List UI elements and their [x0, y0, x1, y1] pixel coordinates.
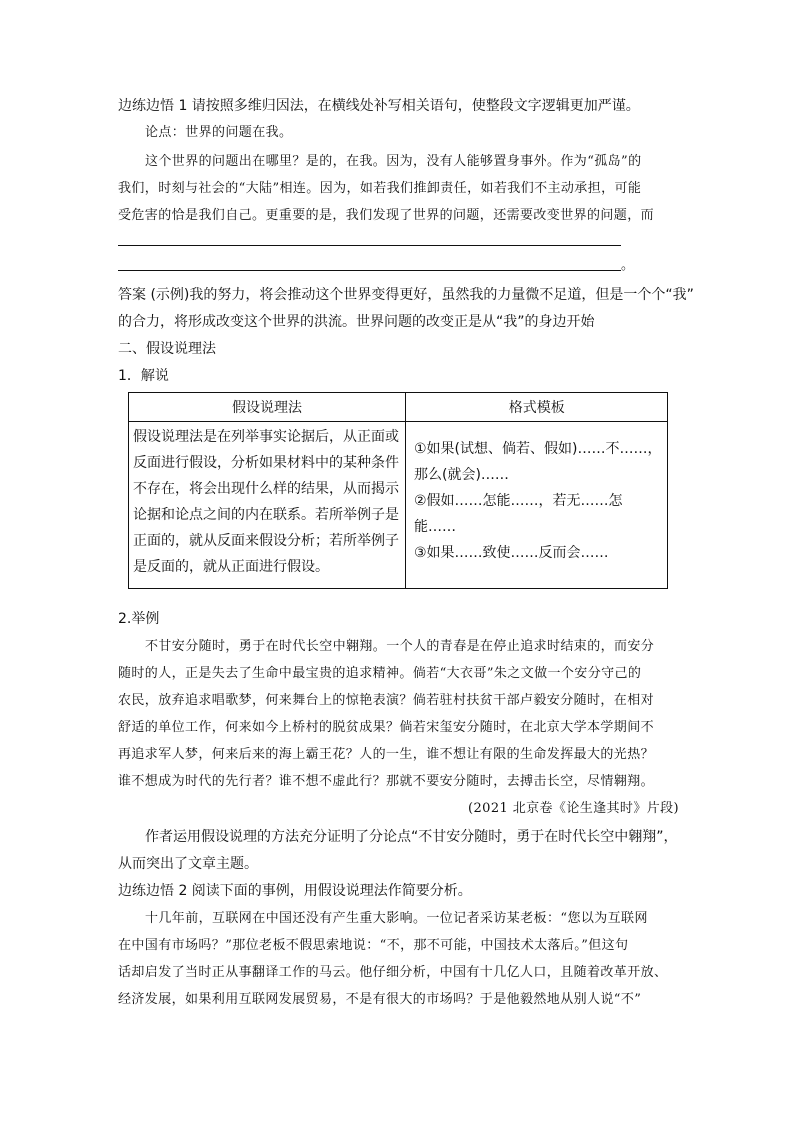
table-header-cell: 格式模板 [406, 393, 668, 422]
cell-text-line: ③如果……致使……反而会…… [414, 545, 609, 561]
cell-text-line: 能…… [414, 519, 456, 535]
method-table [128, 392, 668, 589]
cell-text-line: 正面的，就从反面来假设分析；若所举例子 [133, 533, 399, 549]
comment-line: 作者运用假设说理的方法充分证明了分论点“不甘安分随时，勇于在时代长空中翱翔”， [145, 829, 678, 845]
cell-text-line: 论据和论点之间的内在联系。若所举例子是 [133, 507, 399, 523]
example-line: 再追求军人梦，何来后来的海上霸王花？人的一生，谁不想让有限的生命发挥最大的光热？ [118, 747, 655, 762]
exercise2-passage-line: 话却启发了当时正从事翻译工作的马云。他仔细分析，中国有十几亿人口，且随着改革开放、 [118, 965, 668, 980]
answer-line: 的合力，将形成改变这个世界的洪流。世界问题的改变正是从“我”的身边开始 [118, 314, 595, 330]
table-header-row [129, 393, 668, 422]
example-source: (2021 北京卷《论生逢其时》片段) [468, 801, 679, 816]
exercise1-passage-line: 我们，时刻与社会的“大陆”相连。因为，如若我们推卸责任，如若我们不主动承担，可能 [118, 181, 642, 196]
section-heading: 二、假设说理法 [118, 341, 216, 357]
cell-text-line: 假设说理法是在列举事实论据后，从正面或 [133, 429, 399, 445]
answer-blank-line [118, 245, 621, 246]
exercise2-passage-line: 经济发展，如果利用互联网发展贸易，不是有很大的市场吗？于是他毅然地从别人说“不” [118, 992, 642, 1007]
cell-text-line: ②假如……怎能……，若无……怎 [414, 493, 623, 509]
table-header-cell: 假设说理法 [129, 393, 406, 422]
comment-line: 从而突出了文章主题。 [118, 856, 258, 872]
exercise2-title: 边练边悟 2 阅读下面的事例，用假设说理法作简要分析。 [118, 883, 472, 899]
example-line: 谁不想成为时代的先行者？谁不想不虚此行？那就不要安分随时，去搏击长空，尽情翱翔。 [118, 774, 655, 789]
cell-text-line: 是反面的，就从正面进行假设。 [133, 559, 329, 575]
table-row [129, 422, 668, 589]
example-line: 农民，放弃追求唱歌梦，何来舞台上的惊艳表演？倘若驻村扶贫干部卢毅安分随时，在相对 [118, 693, 655, 708]
exercise1-title: 边练边悟 1 请按照多维归因法，在横线处补写相关语句，使整段文字逻辑更加严谨。 [118, 98, 640, 114]
blank-end-mark: 。 [621, 258, 635, 273]
example-line: 随时的人，正是失去了生命中最宝贵的追求精神。倘若“大衣哥”朱之文做一个安分守己的 [118, 666, 642, 681]
exercise2-passage-line: 在中国有市场吗？”那位老板不假思索地说：“不，那不可能，中国技术太落后。”但这句 [118, 938, 629, 953]
table-cell-explanation [129, 422, 406, 589]
exercise1-passage-line: 这个世界的问题出在哪里？是的，在我。因为，没有人能够置身事外。作为“孤岛”的 [145, 154, 642, 169]
table-cell-template [406, 422, 668, 589]
exercise2-passage-line: 十几年前，互联网在中国还没有产生重大影响。一位记者采访某老板：“您以为互联网 [145, 911, 648, 926]
example-line: 不甘安分随时，勇于在时代长空中翱翔。一个人的青春是在停止追求时结束的，而安分 [145, 639, 655, 654]
cell-text-line: 不存在，将会出现什么样的结果，从而揭示 [133, 481, 399, 497]
exercise1-thesis: 论点：世界的问题在我。 [145, 125, 293, 140]
subsection-heading: 1．解说 [118, 368, 169, 384]
answer-line: 答案 (示例)我的努力，将会推动这个世界变得更好，虽然我的力量微不足道，但是一个个“我” [118, 287, 694, 303]
cell-text-line: 反面进行假设，分析如果材料中的某种条件 [133, 455, 399, 471]
subsection-heading: 2.举例 [118, 611, 160, 627]
example-line: 舒适的单位工作，何来如今上桥村的脱贫成果？倘若宋玺安分随时，在北京大学本学期间不 [118, 720, 655, 735]
answer-blank-line [118, 270, 621, 271]
cell-text-line: ①如果(试想、倘若、假如)……不……， [414, 441, 662, 457]
exercise1-passage-line: 受危害的恰是我们自己。更重要的是，我们发现了世界的问题，还需要改变世界的问题，而 [118, 208, 655, 223]
cell-text-line: 那么(就会)…… [414, 467, 509, 483]
